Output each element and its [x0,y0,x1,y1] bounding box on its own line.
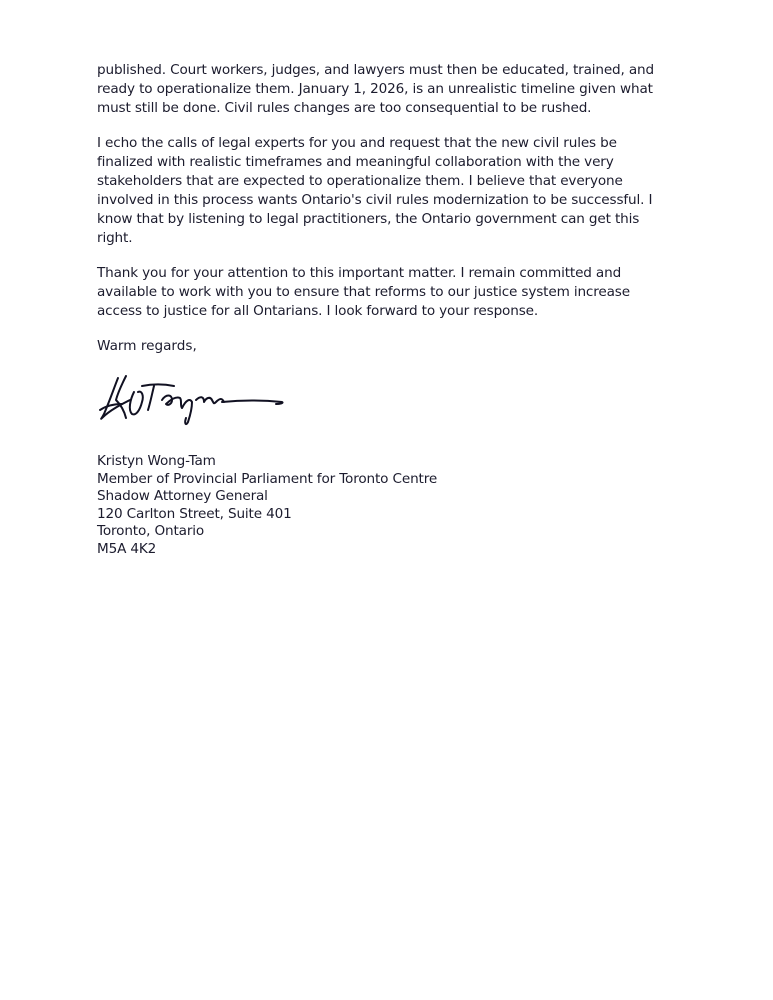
paragraph-line: finalized with realistic timeframes and meaningful collaboration with the very [97,154,614,170]
paragraph-line: access to justice for all Ontarians. I look forward to your response. [97,303,539,319]
paragraph-line: involved in this process wants Ontario's civil rules modernization to be successful. I [97,192,653,208]
postal-code: M5A 4K2 [97,540,157,557]
paragraph-line: published. Court workers, judges, and lawyers must then be educated, trained, and [97,62,654,78]
paragraph-line: right. [97,230,133,246]
signatory-title: Shadow Attorney General [97,488,268,505]
paragraph-line: ready to operationalize them. January 1, 2026, is an unrealistic timeline given what [97,81,653,97]
paragraph-line: know that by listening to legal practitioners, the Ontario government can get this [97,211,640,227]
signatory-name: Kristyn Wong-Tam [97,453,216,469]
paragraph-line: must still be done. Civil rules changes are too consequential to be rushed. [97,100,592,116]
closing-salutation: Warm regards, [97,338,197,354]
signature-block [97,453,437,559]
paragraph-line: stakeholders that are expected to operationalize them. I believe that everyone [97,173,623,189]
paragraph-thanks [97,264,687,321]
paragraph-line: I echo the calls of legal experts for you and request that the new civil rules be [97,135,617,151]
paragraph-timeline [97,61,687,118]
address-line-2: Toronto, Ontario [97,523,205,540]
paragraph-line: available to work with you to ensure that reforms to our justice system increase [97,284,630,300]
address-line-1: 120 Carlton Street, Suite 401 [97,505,292,522]
paragraph-request [97,134,687,248]
letter-body [97,61,687,356]
signatory-role: Member of Provincial Parliament for Toronto Centre [97,470,438,487]
handwritten-signature [96,370,288,428]
paragraph-line: Thank you for your attention to this important matter. I remain committed and [97,265,622,281]
